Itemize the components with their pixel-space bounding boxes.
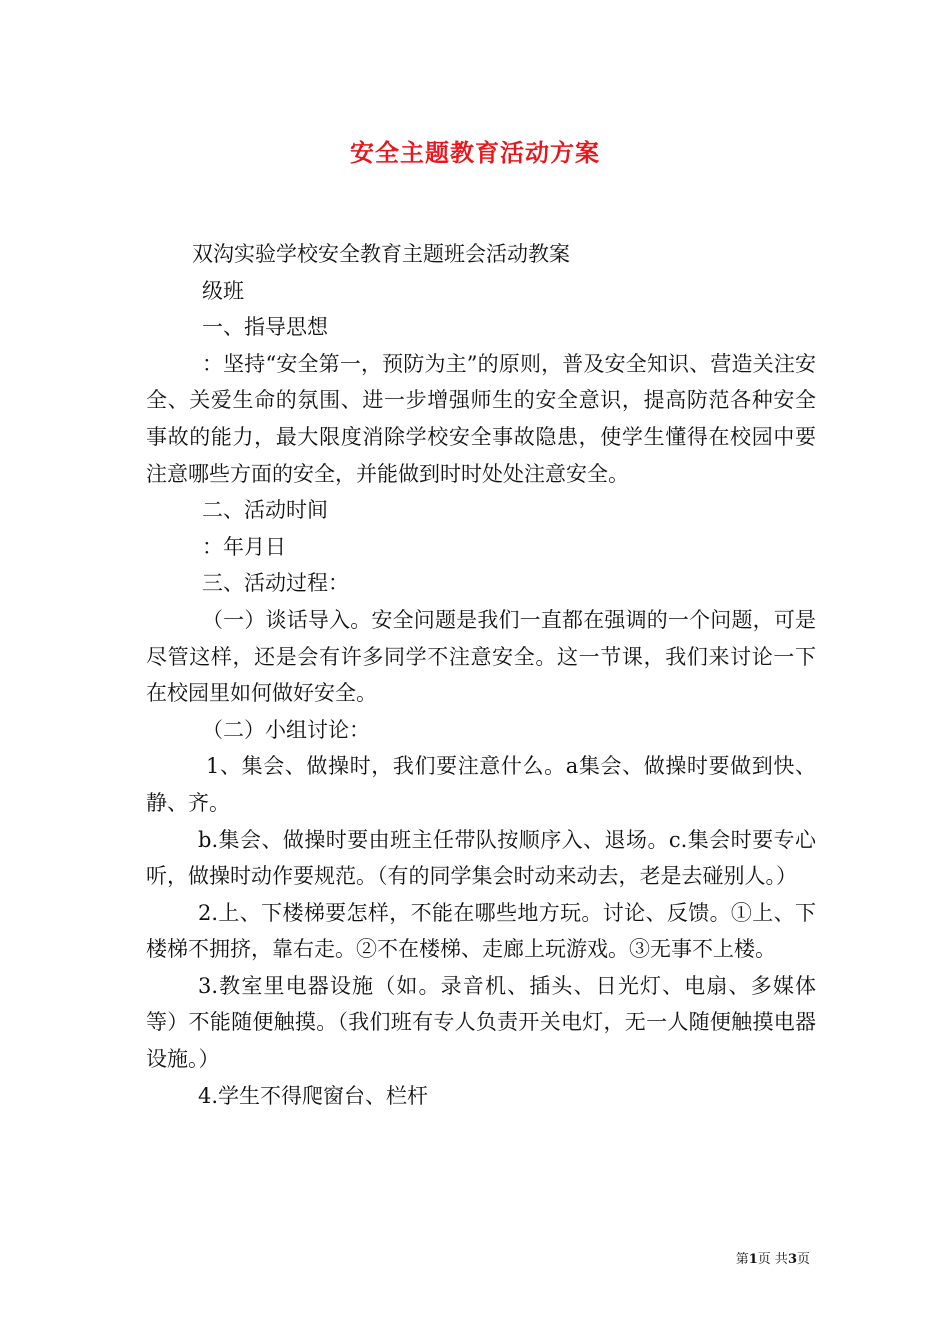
class-paragraph: 级班 [202, 278, 244, 303]
footer-total-pages: 3 [787, 1252, 797, 1267]
footer-prefix: 第 [735, 1252, 749, 1267]
group-discussion-heading: （二）小组讨论： [202, 717, 370, 742]
discussion-item-2: 2.上、下楼梯要怎样，不能在哪些地方玩。讨论、反馈。①上、下楼梯不拥挤，靠右走。②不在楼梯、走廊上玩游戏。③无事不上楼。 [146, 900, 816, 962]
intro-paragraph: （一）谈话导入。安全问题是我们一直都在强调的一个问题，可是尽管这样，还是会有许多同学不注意安全。这一节课，我们来讨论一下在校园里如何做好安全。 [146, 607, 816, 706]
footer-suffix: 页 [796, 1252, 810, 1267]
footer-middle: 页 共 [757, 1252, 788, 1267]
heading-guiding-idea: 一、指导思想 [202, 315, 328, 340]
discussion-item-1: 1、集会、做操时，我们要注意什么。a集会、做操时要做到快、静、齐。 [146, 754, 816, 815]
page-number-footer [690, 1248, 810, 1267]
heading-activity-process: 三、活动过程： [202, 571, 349, 596]
guiding-idea-paragraph: ：坚持“安全第一，预防为主”的原则，普及安全知识、营造关注安全、关爱生命的氛围、进一步增强师生的安全意识，提高防范各种安全事故的能力，最大限度消除学校安全事故隐患，使学生懂得在校园中要注意哪些方面的安全，并能做到时时处处注意安全。 [146, 351, 816, 486]
discussion-item-3: 3.教室里电器设施（如。录音机、插头、日光灯、电扇、多媒体等）不能随便触摸。（我们班有专人负责开关电灯，无一人随便触摸电器设施。） [146, 973, 816, 1072]
subtitle-paragraph: 双沟实验学校安全教育主题班会活动教案 [192, 242, 570, 266]
footer-current-page: 1 [748, 1252, 758, 1267]
activity-time-paragraph: ：年月日 [202, 534, 286, 559]
heading-activity-time: 二、活动时间 [202, 498, 328, 523]
document-body [146, 236, 816, 1114]
discussion-item-1-continued: b.集会、做操时要由班主任带队按顺序入、退场。c.集会时要专心听，做操时动作要规范。（有的同学集会时动来动去，老是去碰别人。） [146, 827, 816, 889]
discussion-item-4: 4.学生不得爬窗台、栏杆 [198, 1083, 429, 1108]
document-title: 安全主题教育活动方案 [350, 138, 600, 167]
